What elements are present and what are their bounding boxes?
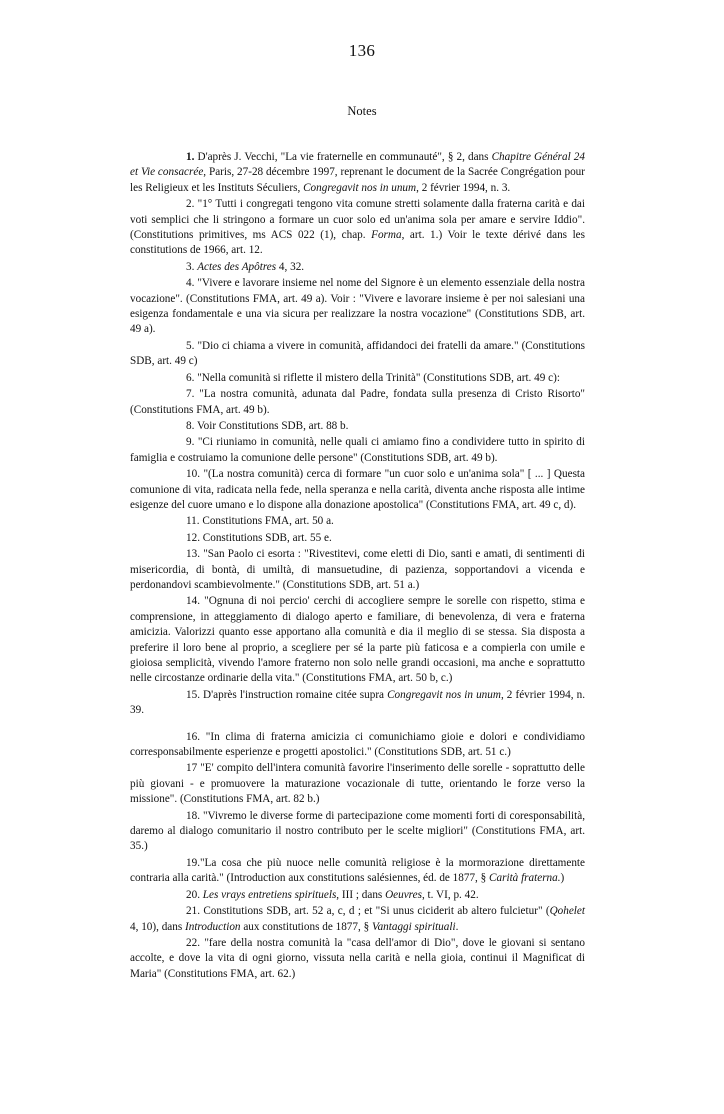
footnote-text: D'après J. Vecchi, "La vie fraternelle en communauté", § 2, dans bbox=[194, 151, 492, 163]
footnote-italic-text: Carità fraterna. bbox=[489, 872, 561, 885]
footnote-text: Constitutions FMA, art. 50 a. bbox=[199, 515, 334, 528]
footnote-text: "Ognuna di noi percio' cerchi di accogliere sempre le sorelle con rispetto, stima e comprensione, in atteggiamento di dialogo aperto e familiare, di benevolenza, di vera e fraterna amicizia. Valorizzi quanto esse apportano alla comunità e dia il meglio di se stessa. Sia disposta a preferire il loro bene al proprio, a scegliere per sé la parte più faticosa e a compierla con umile e gioiosa semplicità, vivendo l'amore fraterno non solo nelle grandi occasioni, ma anche e soprattutto nelle circostanze ordinarie della vita." (Constitutions FMA, art. 50 b, c.) bbox=[130, 595, 585, 685]
footnote-text: , III ; dans bbox=[336, 888, 386, 901]
notes-heading: Notes bbox=[347, 104, 377, 118]
footnote-text: , 2 février 1994, n. 39. bbox=[130, 688, 585, 717]
footnote-text: "fare della nostra comunità la "casa dell'amor di Dio", dove le giovani si sentano accolte, e dove la vita di ogni giorno, vissuta nella carità e nella gioia, continui il Magnificat di Maria" (Constitutions FMA, art. 62.) bbox=[130, 936, 585, 980]
page-number: 136 bbox=[348, 41, 376, 60]
footnote-number: 18. bbox=[186, 809, 200, 822]
footnote-text: , art. 1.) Voir le texte dérivé dans les constitutions de 1966, art. 12. bbox=[130, 229, 585, 257]
footnote-number: 13. bbox=[186, 548, 200, 561]
footnote-italic-text: Vantaggi spirituali bbox=[371, 920, 456, 933]
footnote-number: 11. bbox=[186, 515, 200, 528]
footnote-text: "E' compito dell'intera comunità favorire l'inserimento delle sorelle - soprattutto delle più giovani - e promuovere la maturazione vocazionale di tutte, orientando le forze verso la missione". (Constitutions FMA, art. 82 b.) bbox=[130, 762, 585, 806]
footnote-number: 5. bbox=[186, 339, 195, 352]
footnote bbox=[130, 531, 585, 546]
notes-list bbox=[130, 150, 585, 983]
footnote-number: 15. bbox=[186, 688, 200, 701]
footnote-text: "1° Tutti i congregati tengono vita comune stretti solamente dalla fraterna carità e dai voti semplici che li stringono a formare un cuor solo ed un'anima sola per amare e servire Iddio". (Constitutions primitives, ms ACS 022 (1), chap. bbox=[130, 198, 585, 242]
footnote bbox=[130, 809, 585, 855]
footnote bbox=[130, 339, 585, 370]
footnote-number: 22. bbox=[186, 936, 200, 949]
footnote bbox=[130, 150, 585, 196]
footnote bbox=[130, 276, 585, 338]
footnote-text: aux constitutions de 1877, § bbox=[240, 920, 372, 933]
footnote-text: , t. VI, p. 42. bbox=[421, 888, 479, 901]
footnote bbox=[130, 730, 585, 761]
footnote-text: "San Paolo ci esorta : "Rivestitevi, come eletti di Dio, santi e amati, di sentimenti di misericordia, di bontà, di umiltà, di mansuetudine, di pazienza, sopportandovi a vicenda e perdonandovi scambievolmente." (Constitutions SDB, art. 51 a.) bbox=[130, 548, 585, 591]
footnote-italic-text: Chapitre Général 24 et Vie consacrée bbox=[130, 151, 585, 179]
footnote-text: "Dio ci chiama a vivere in comunità, affidandoci dei fratelli da amare." (Constitutions SDB, art. 49 c) bbox=[130, 339, 585, 368]
footnote bbox=[130, 856, 585, 887]
footnote bbox=[130, 467, 585, 513]
footnote-number: 3. bbox=[186, 260, 195, 273]
footnote-text: "In clima di fraterna amicizia ci comunichiamo gioie e dolori e condividiamo corresponsabilmente esperienze e progetti apostolici." (Constitutions SDB, art. 51 c.) bbox=[130, 730, 585, 759]
footnote-number: 8. bbox=[186, 419, 195, 432]
footnote bbox=[130, 260, 585, 275]
footnote-number: 10. bbox=[186, 468, 200, 481]
footnote-italic-text: Congregavit nos in unum bbox=[387, 688, 501, 701]
footnote-number: 1. bbox=[186, 151, 195, 163]
footnote-italic-text: Les vrays entretiens spirituels bbox=[202, 888, 337, 901]
footnote-italic-text: Introduction bbox=[185, 920, 241, 933]
footnote bbox=[130, 761, 585, 807]
footnote-italic-text: Qohelet bbox=[549, 905, 585, 918]
footnote-text: "La nostra comunità, adunata dal Padre, fondata sulla presenza di Cristo Risorto" (Constitutions FMA, art. 49 b). bbox=[130, 388, 585, 416]
footnote bbox=[130, 419, 585, 434]
footnote-number: 17 bbox=[186, 762, 198, 775]
footnote-text: Constitutions SDB, art. 55 e. bbox=[199, 531, 332, 544]
footnote bbox=[130, 514, 585, 529]
footnote bbox=[130, 688, 585, 719]
footnote-text: "La cosa che più nuoce nelle comunità religiose è la mormorazione direttamente contraria alla carità." (Introduction aux constitutions salésiennes, éd. de 1877, § bbox=[130, 856, 585, 885]
footnote-text: . bbox=[455, 920, 459, 933]
footnote bbox=[130, 197, 585, 259]
footnote-text: ) bbox=[560, 872, 565, 885]
footnote-text: D'après l'instruction romaine citée supra bbox=[199, 688, 388, 701]
footnote bbox=[130, 888, 585, 903]
footnote-text: Voir Constitutions SDB, art. 88 b. bbox=[194, 419, 349, 432]
footnote-number: 7. bbox=[186, 388, 195, 401]
footnote-italic-text: Actes des Apôtres bbox=[197, 260, 277, 273]
footnote-number: 21. bbox=[186, 905, 200, 918]
footnote-text: "Vivremo le diverse forme di partecipazione come momenti forti di coresponsabilità, daremo al dialogo comunitario il nostro contributo per le scelte migliori" (Constitutions FMA, art. 35.) bbox=[130, 809, 585, 853]
footnote-text: Constitutions SDB, art. 52 a, c, d ; et "Si unus ciciderit ab altero fulcietur" ( bbox=[199, 905, 550, 918]
footnote-text: , Paris, 27-28 décembre 1997, reprenant le document de la Sacrée Congrégation pour les Religieux et les Instituts Séculiers, bbox=[130, 166, 585, 194]
footnote-number: 12. bbox=[186, 531, 200, 544]
footnote-text: "Ci riuniamo in comunità, nelle quali ci amiamo fino a condividere tutto in spirito di famiglia e costruiamo la comunione delle persone" (Constitutions SDB, art. 49 b). bbox=[130, 436, 585, 464]
footnote bbox=[130, 371, 585, 386]
footnote bbox=[130, 904, 585, 935]
footnote-text: "Vivere e lavorare insieme nel nome del Signore è un elemento essenziale della nostra vocazione". (Constitutions FMA, art. 49 a). Voir : "Vivere e lavorare insieme è per noi salesiani una esigenza fondamentale e una via sicura per realizzare la nostra vocazione" (Constitutions SDB, art. 49 a). bbox=[130, 277, 585, 336]
footnote bbox=[130, 936, 585, 982]
footnote-text: , 2 février 1994, n. 3. bbox=[416, 181, 511, 194]
footnote-number: 16. bbox=[186, 730, 200, 743]
footnote bbox=[130, 594, 585, 686]
footnote-italic-text: Forma bbox=[371, 229, 402, 242]
footnote-number: 19. bbox=[186, 856, 200, 869]
footnote-text: "Nella comunità si riflette il mistero della Trinità" (Constitutions SDB, art. 49 c): bbox=[194, 371, 560, 384]
footnote-number: 6. bbox=[186, 371, 195, 384]
footnote bbox=[130, 435, 585, 466]
footnote-number: 20. bbox=[186, 888, 200, 901]
footnote bbox=[130, 387, 585, 418]
footnote-number: 2. bbox=[186, 198, 195, 211]
footnote-text: 4, 10), dans bbox=[130, 920, 185, 933]
footnote-italic-text: Congregavit nos in unum bbox=[303, 181, 417, 194]
footnote-text: 4, 32. bbox=[276, 260, 305, 273]
footnote-italic-text: Oeuvres bbox=[385, 888, 422, 901]
footnote-number: 4. bbox=[186, 277, 195, 290]
footnote-number: 9. bbox=[186, 436, 195, 449]
footnote bbox=[130, 547, 585, 593]
footnote-text: "(La nostra comunità) cerca di formare "un cuor solo e un'anima sola" [ ... ] Questa comunione di vita, radicata nella fede, nella speranza e nella carità, diventa anche risposta alle intime esigenze del cuore umano e lo dispone alla donazione apostolica" (Constitutions FMA, art. 49 c, d). bbox=[130, 468, 585, 511]
footnote-number: 14. bbox=[186, 595, 200, 608]
